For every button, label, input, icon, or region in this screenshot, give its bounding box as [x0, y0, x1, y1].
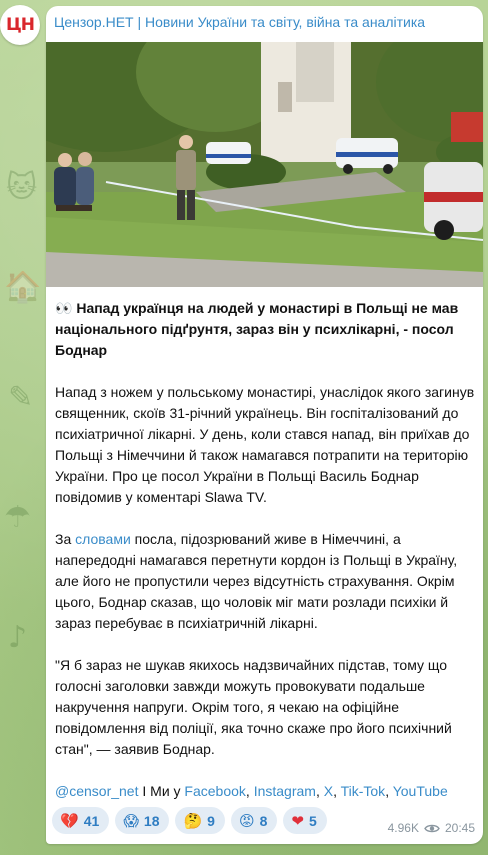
wallpaper-doodle: ♪ — [8, 620, 28, 655]
post-headline — [55, 298, 475, 361]
footer-comma: , — [385, 783, 393, 799]
instagram-link[interactable]: Instagram — [253, 783, 316, 799]
footer-comma: , — [333, 783, 341, 799]
wallpaper-doodle: ☂ — [4, 500, 31, 535]
footer-separator: І Ми у — [138, 783, 185, 799]
reaction-broken-heart[interactable] — [52, 807, 109, 834]
channel-avatar[interactable] — [0, 5, 40, 45]
broken-heart-icon: 💔 — [60, 811, 79, 830]
source-link[interactable]: словами — [75, 531, 131, 547]
censor-net-link[interactable]: @censor_net — [55, 783, 139, 799]
footer-comma: , — [315, 783, 324, 799]
reaction-count: 5 — [308, 812, 317, 829]
eye-icon — [424, 823, 440, 834]
reaction-thinking[interactable] — [175, 807, 224, 834]
channel-name[interactable]: Цензор.НЕТ | Новини України та світу, війна та аналітика — [54, 14, 426, 30]
eyes-emoji: 👀 — [55, 300, 73, 316]
post-paragraph-2 — [55, 529, 475, 634]
views-count: 4.96K — [387, 821, 419, 835]
wallpaper-doodle: 🐱 — [6, 170, 38, 205]
wallpaper-doodle: ✎ — [8, 380, 34, 415]
scream-face-icon: 😱 — [123, 811, 139, 830]
headline-text: Напад українця на людей у монастирі в Польщі не мав національного підґрунтя, зараз він у психлікарні, - посол Боднар — [55, 300, 459, 358]
thinking-face-icon: 🤔 — [183, 811, 203, 830]
post-paragraph-3: "Я б зараз не шукав якихось надзвичайних підстав, тому що голосні заголовки завжди можуть провокувати подальше накручення напруги. Окрім того, я чекаю на офіційне повідомлення від поліції, яка точно скаже про його психічний стан", — заявив Боднар. — [55, 657, 452, 757]
avatar-logo: ЦН — [6, 15, 34, 35]
post-text — [55, 298, 475, 823]
footer-comma: , — [245, 783, 254, 799]
heart-icon: ❤ — [291, 811, 304, 830]
post-photo-image — [46, 42, 483, 287]
paragraph-2-text: посла, підозрюваний живе в Німеччині, а напередодні намагався перетнути кордон із Польщі в Україну, але його не пропустили через відсутність страхування. Окрім цього, Боднар сказав, що чоловік міг мати розлади психіки й зараз перебуває в психіатричній лікарні. — [55, 531, 458, 631]
reaction-heart[interactable] — [283, 807, 326, 834]
tiktok-link[interactable]: Tik-Tok — [340, 783, 386, 799]
reaction-scream[interactable] — [115, 807, 169, 834]
reaction-count: 9 — [207, 812, 215, 829]
youtube-link[interactable]: YouTube — [392, 783, 448, 799]
facebook-link[interactable]: Facebook — [184, 783, 246, 799]
angry-face-icon: 😡 — [238, 811, 255, 830]
reaction-count: 18 — [143, 812, 160, 829]
wallpaper-doodle: 🏠 — [4, 270, 42, 305]
message-time: 20:45 — [444, 821, 475, 835]
post-photo[interactable] — [46, 42, 483, 287]
message-meta — [388, 821, 475, 835]
post-paragraph-1: Напад з ножем у польському монастирі, унаслідок якого загинув священник, скоїв 31-річний українець. Він госпіталізований до психіатричної лікарні. У день, коли стався напад, він приїхав до Польщі з Німеччини й також намагався потрапити на територію України. Про це посол України в Польщі Василь Боднар повідомив у коментарі Slawa TV. — [55, 384, 475, 505]
message-bubble — [46, 6, 483, 844]
x-link[interactable]: X — [323, 783, 334, 799]
reaction-count: 41 — [83, 812, 100, 829]
paragraph-2-prefix: За — [55, 531, 76, 547]
reactions-bar — [52, 807, 327, 834]
reaction-count: 8 — [259, 812, 268, 829]
reaction-angry[interactable] — [231, 807, 277, 834]
post-footer — [55, 781, 475, 802]
